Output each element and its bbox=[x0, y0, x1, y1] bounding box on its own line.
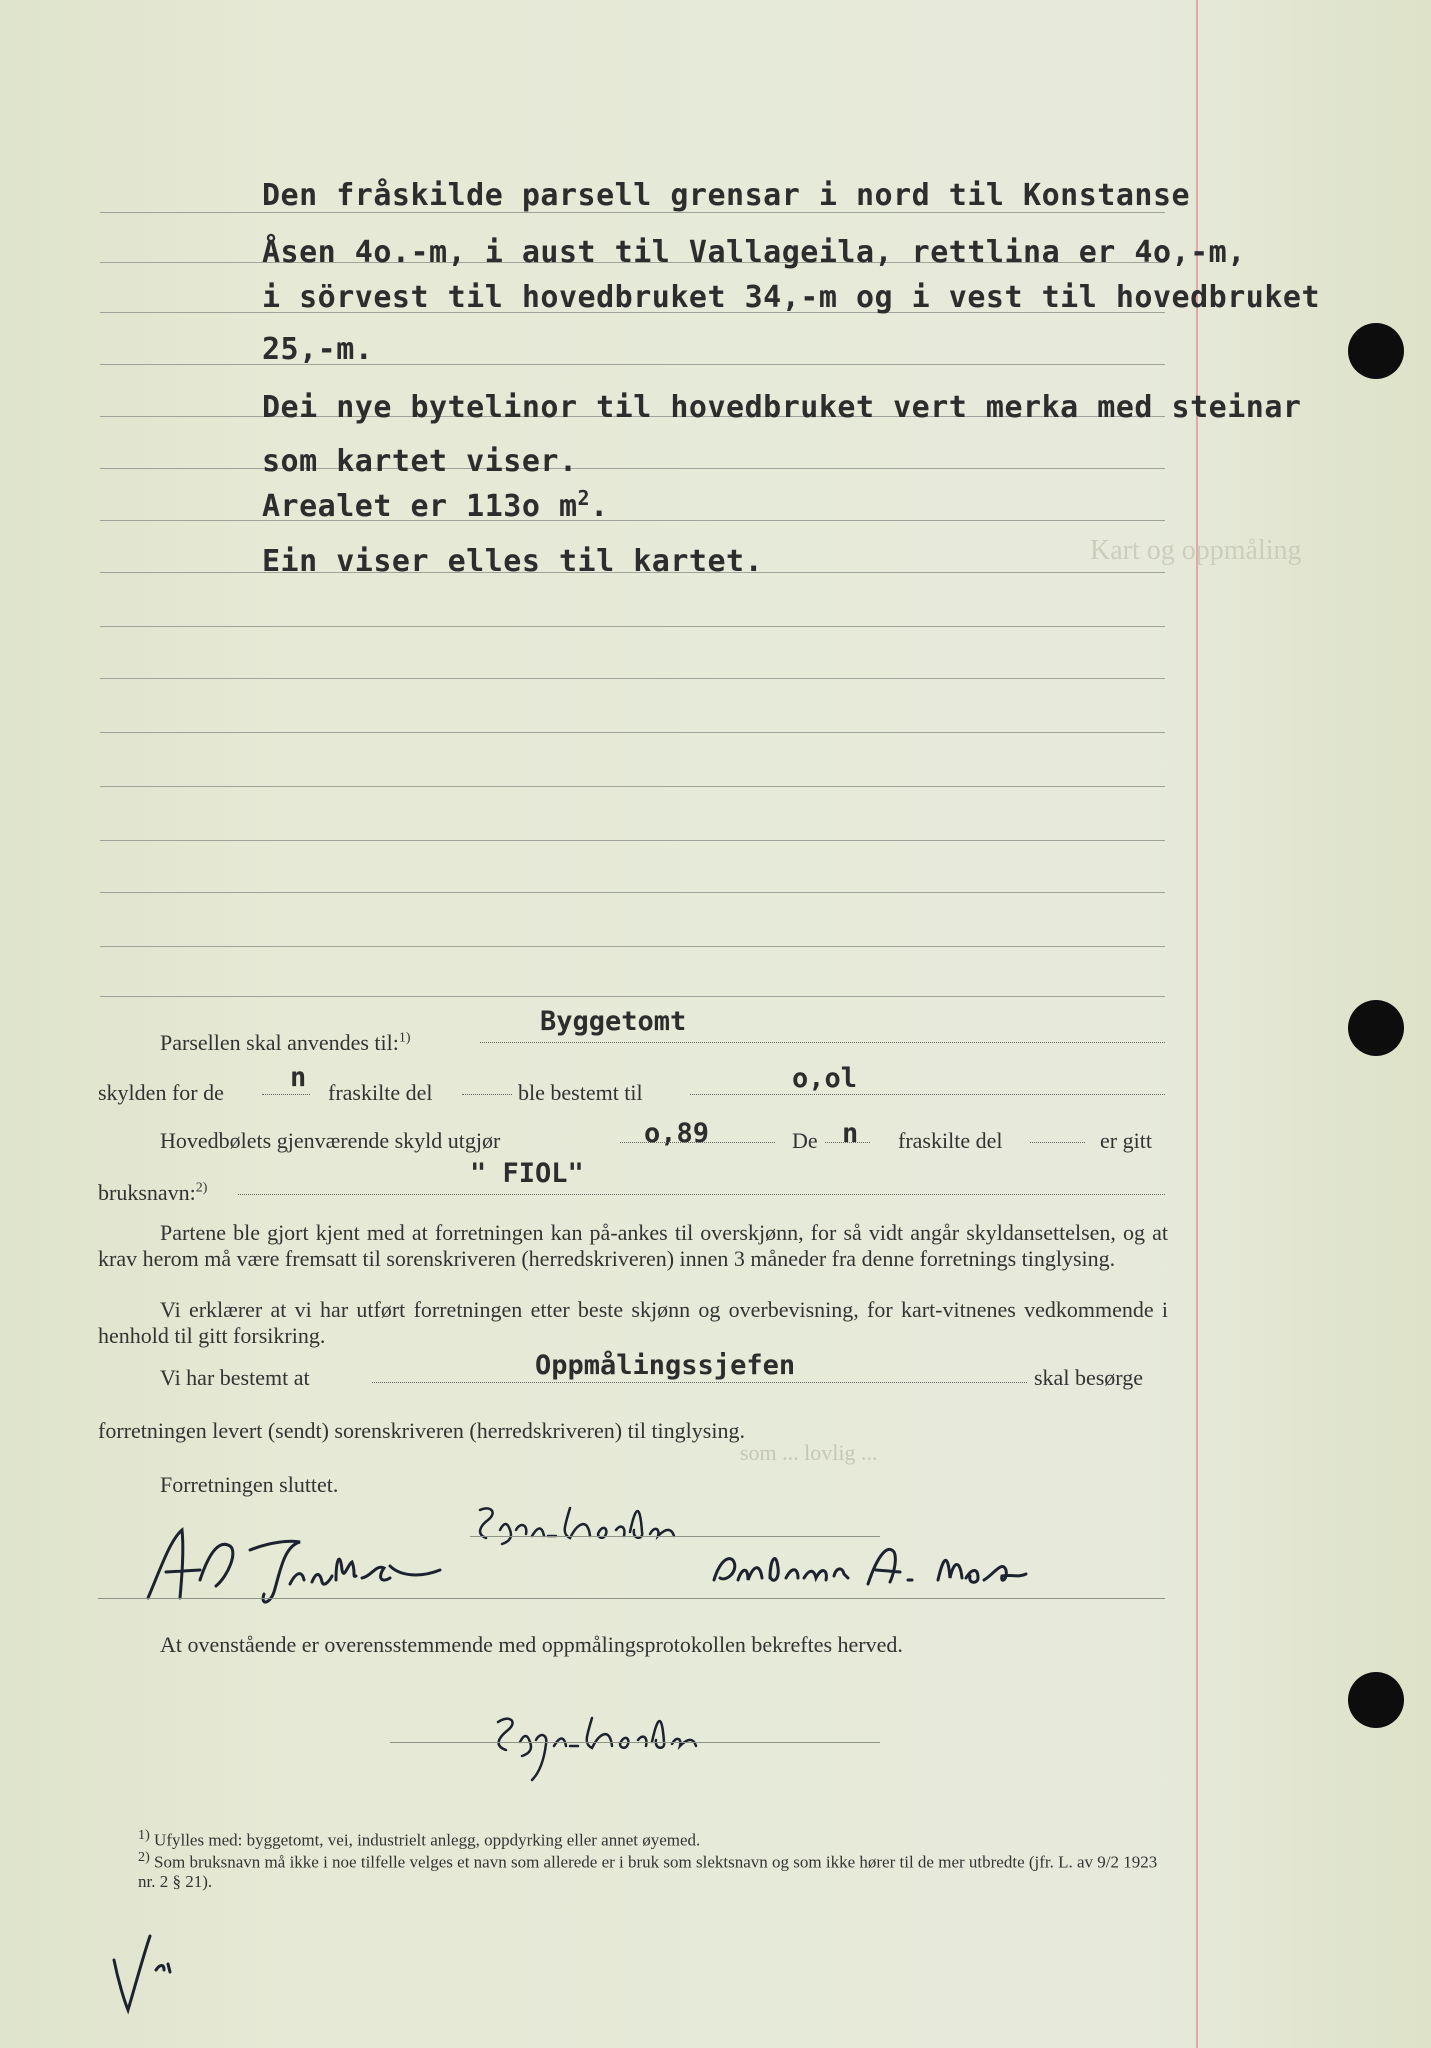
skyld-prefix: skylden for de bbox=[98, 1080, 224, 1105]
bestemt-suffix: skal besørge bbox=[1034, 1365, 1143, 1390]
ruled-line bbox=[100, 520, 1165, 521]
sluttet-line: Forretningen sluttet. bbox=[160, 1472, 339, 1497]
dotted-field bbox=[690, 1094, 1165, 1095]
dotted-field bbox=[462, 1094, 512, 1095]
signature-image bbox=[488, 1708, 738, 1788]
usage-value: Byggetomt bbox=[540, 1006, 687, 1037]
bruksnavn-label-text: bruksnavn: bbox=[98, 1180, 196, 1205]
dotted-field bbox=[480, 1042, 1165, 1043]
skyld-value: o,ol bbox=[792, 1063, 858, 1094]
ruled-line bbox=[100, 946, 1165, 947]
signature-sign-hovden bbox=[470, 1500, 700, 1555]
signature-line bbox=[470, 1536, 880, 1537]
signature-line bbox=[390, 1742, 880, 1743]
signature-image bbox=[140, 1520, 480, 1610]
ruled-line bbox=[100, 892, 1165, 893]
footnote-text: Ufylles med: byggetomt, vei, industrielt anlegg, oppdyrking eller annet øyemed. bbox=[154, 1830, 701, 1850]
confirmation-line: At ovenstående er overensstemmende med oppmålingsprotokollen bekreftes herved. bbox=[160, 1632, 903, 1657]
ruled-line bbox=[100, 364, 1165, 365]
footnote-ref: 2) bbox=[195, 1180, 208, 1196]
typed-line: Ein viser elles til kartet. bbox=[262, 544, 764, 579]
hoved-de: De bbox=[792, 1128, 818, 1153]
footnote-2 bbox=[138, 1848, 1168, 1891]
ruled-line bbox=[100, 786, 1165, 787]
signature-line bbox=[98, 1598, 1165, 1599]
footnote-mark: 1) bbox=[138, 1827, 150, 1843]
typed-line-area bbox=[262, 486, 609, 524]
footnote-1 bbox=[138, 1826, 1168, 1850]
dotted-field bbox=[238, 1194, 1165, 1195]
punch-hole bbox=[1348, 1000, 1404, 1056]
hoved-suffix: er gitt bbox=[1100, 1128, 1152, 1153]
dotted-field bbox=[620, 1142, 775, 1143]
levert-line: forretningen levert (sendt) sorenskriveren (herredskriveren) til tinglysing. bbox=[98, 1418, 745, 1443]
appeal-paragraph: Partene ble gjort kjent med at forretningen kan på-ankes til overskjønn, for så vidt angår skyldansettelsen, og at krav herom må være fremsatt til sorenskriveren (herredskriveren) innen 3 måneder fra denne forretnings tinglysing. bbox=[98, 1220, 1168, 1271]
typed-line: Åsen 4o.-m, i aust til Vallageila, rettlina er 4o,-m, bbox=[262, 235, 1246, 270]
footnote-ref: 1) bbox=[398, 1030, 411, 1046]
footnote-mark: 2) bbox=[138, 1849, 150, 1865]
typed-line: 25,-m. bbox=[262, 332, 374, 367]
area-text: Arealet er 113o m bbox=[262, 489, 578, 524]
usage-label bbox=[160, 1030, 411, 1056]
bruksnavn-label bbox=[98, 1180, 207, 1206]
bestemt-value: Oppmålingssjefen bbox=[535, 1350, 796, 1381]
area-superscript: 2 bbox=[577, 486, 591, 510]
declaration-paragraph: Vi erklærer at vi har utført forretningen etter beste skjønn og overbevisning, for kart-vitnenes vedkommende i henhold til gitt forsikring. bbox=[98, 1297, 1168, 1348]
hoved-mid: fraskilte del bbox=[898, 1128, 1003, 1153]
signature-image bbox=[470, 1500, 700, 1550]
bruksnavn-value: " FIOL" bbox=[470, 1158, 584, 1189]
dotted-field bbox=[372, 1382, 1027, 1383]
bleed-through-text: Kart og oppmåling bbox=[1090, 535, 1302, 566]
hoved-value: o,89 bbox=[644, 1118, 710, 1149]
handwritten-initials bbox=[108, 1930, 208, 2025]
hoved-prefix: Hovedbølets gjenværende skyld utgjør bbox=[160, 1128, 501, 1153]
dotted-field bbox=[825, 1142, 870, 1143]
typed-line: Den fråskilde parsell grensar i nord til Konstanse bbox=[262, 178, 1191, 213]
skyld-n: n bbox=[290, 1062, 307, 1093]
footnote-text: Som bruksnavn må ikke i noe tilfelle velges et navn som allerede er i bruk som slektsnavn og som ikke hører til de mer utbredte (jfr. L. av 9/2 1923 nr. 2 § 21). bbox=[138, 1852, 1158, 1891]
punch-hole bbox=[1348, 323, 1404, 379]
bestemt-prefix: Vi har bestemt at bbox=[160, 1365, 310, 1390]
ruled-line bbox=[100, 996, 1165, 997]
initials-image bbox=[108, 1930, 208, 2020]
signature-left bbox=[140, 1520, 480, 1615]
signature-sign-hovden-2 bbox=[488, 1708, 738, 1793]
ruled-line bbox=[100, 678, 1165, 679]
signature-right bbox=[708, 1540, 1068, 1605]
typed-line: Dei nye bytelinor til hovedbruket vert merka med steinar bbox=[262, 390, 1302, 425]
dotted-field bbox=[1030, 1142, 1085, 1143]
bleed-through-text: som ... lovlig ... bbox=[740, 1440, 878, 1465]
typed-line: som kartet viser. bbox=[262, 444, 578, 479]
ruled-line bbox=[100, 626, 1165, 627]
area-period: . bbox=[590, 489, 609, 524]
signature-image bbox=[708, 1540, 1068, 1600]
skyld-mid2: ble bestemt til bbox=[518, 1080, 643, 1105]
skyld-mid: fraskilte del bbox=[328, 1080, 433, 1105]
ruled-line bbox=[100, 840, 1165, 841]
dotted-field bbox=[262, 1094, 310, 1095]
usage-label-text: Parsellen skal anvendes til: bbox=[160, 1030, 399, 1055]
typed-line: i sörvest til hovedbruket 34,-m og i vest til hovedbruket bbox=[262, 280, 1321, 315]
hoved-n: n bbox=[842, 1118, 859, 1149]
ruled-line bbox=[100, 468, 1165, 469]
punch-hole bbox=[1348, 1672, 1404, 1728]
ruled-line bbox=[100, 732, 1165, 733]
